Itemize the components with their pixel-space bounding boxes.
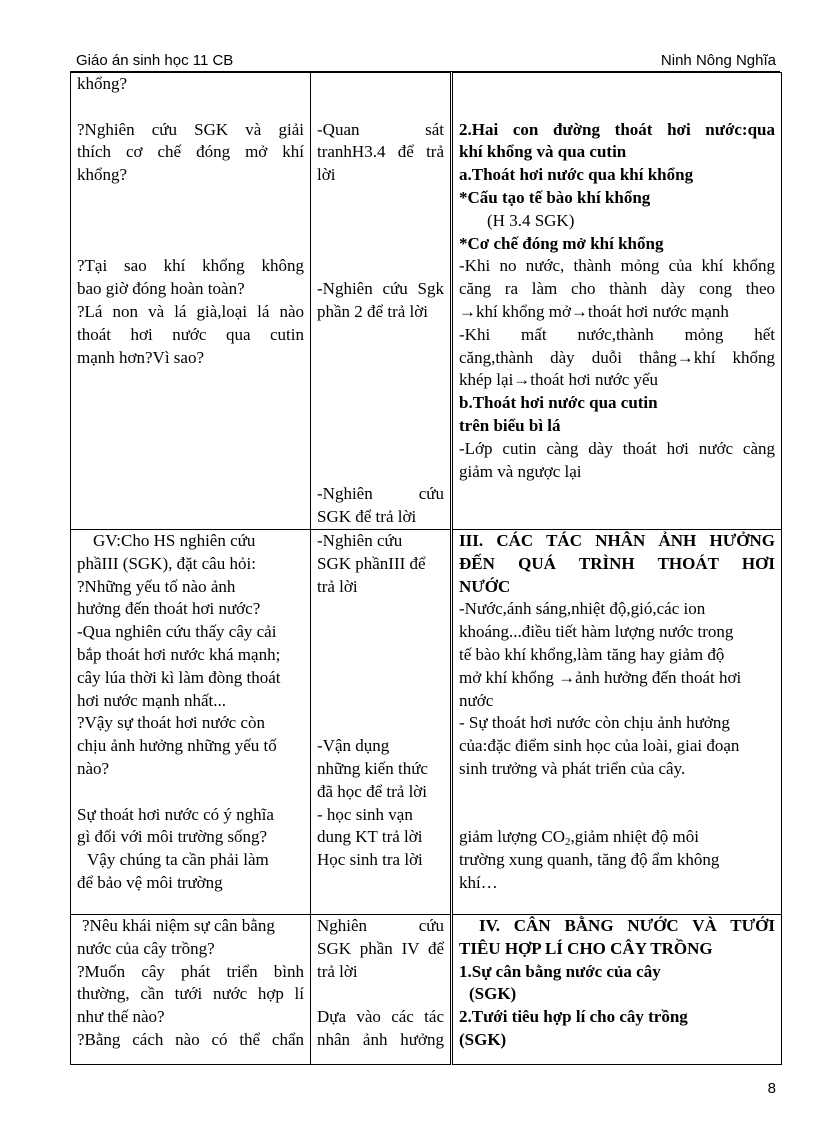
subsection-heading: a.Thoát hơi nước qua khí khổng <box>459 165 694 185</box>
text-line: mở khí khổng →ảnh hưởng đến thoát hơi <box>459 667 742 687</box>
section-heading: ĐẾN QUÁ TRÌNH THOÁT HƠI <box>459 553 775 573</box>
text-line: -Nghiên cứu Sgk <box>317 279 444 299</box>
text-line: thường, cần tưới nước hợp lí <box>77 984 304 1004</box>
text-line: ?Vậy sự thoát hơi nước còn <box>77 713 265 733</box>
text-line: -Lớp cutin càng dày thoát hơi nước càng <box>459 438 775 458</box>
text-line: nước <box>459 690 494 710</box>
text-line: ?Bằng cách nào có thể chẩn <box>77 1029 304 1049</box>
text-line: SGK phầnIII để <box>317 553 426 573</box>
text-line: để bảo vệ môi trường <box>77 872 223 892</box>
text-line: hưởng đến thoát hơi nước? <box>77 599 261 619</box>
text-line: mạnh hơn?Vì sao? <box>77 347 205 367</box>
text-line: gì đối với môi trường sống? <box>77 827 268 847</box>
text-line: (H 3.4 SGK) <box>487 210 575 230</box>
text-line: -Khi no nước, thành mỏng của khí khổng <box>459 256 775 276</box>
text-line: -Qua nghiên cứu thấy cây cải <box>77 622 277 642</box>
header-author: Ninh Nông Nghĩa <box>660 52 776 69</box>
text-line: -Vận dụng <box>317 736 390 756</box>
text-line: - học sinh vạn <box>317 804 413 824</box>
text-line: cây lúa thời kì làm đòng thoát <box>77 667 281 687</box>
text-line: thích cơ chế đóng mở khí <box>77 142 304 162</box>
text-line: phần 2 để trả lời <box>317 301 428 321</box>
text-line: dung KT trả lời <box>317 827 423 847</box>
table-row <box>71 73 782 530</box>
text-line: ?Lá non và lá già,loại lá nào <box>77 301 304 321</box>
text-line: -Quan sát <box>317 119 444 139</box>
text-line: ?Tại sao khí khổng không <box>77 256 304 276</box>
text-line: GV:Cho HS nghiên cứu <box>93 530 256 550</box>
subsection-heading: b.Thoát hơi nước qua cutin <box>459 393 658 413</box>
section-heading: NƯỚC <box>459 576 511 596</box>
teacher-activity-cell <box>71 914 311 1064</box>
text-line: tế bào khí khổng,làm tăng hay giảm độ <box>459 644 725 664</box>
text-line: Dựa vào các tác <box>317 1007 444 1027</box>
text-line: (SGK) <box>459 1029 507 1049</box>
text-line: ?Những yếu tố nào ảnh <box>77 576 236 596</box>
text-line: bắp thoát hơi nước khá mạnh; <box>77 644 281 664</box>
section-heading: IV. CÂN BẰNG NƯỚC VÀ TƯỚI <box>479 915 775 935</box>
text-line: giảm và ngược lại <box>459 461 582 481</box>
text-line: khổng? <box>77 74 128 93</box>
subsection-heading: trên biểu bì lá <box>459 415 561 435</box>
text-line: đã học để trả lời <box>317 781 428 801</box>
text-line: trả lời <box>317 961 358 981</box>
text-line: SGK để trả lời <box>317 507 417 527</box>
text-line: chịu ảnh hưởng những yếu tố <box>77 736 277 756</box>
text-line: sinh trưởng và phát triển của cây. <box>459 758 686 778</box>
table-row <box>71 914 782 1064</box>
section-heading: III. CÁC TÁC NHÂN ẢNH HƯỞNG <box>459 530 775 550</box>
text-line: ?Nêu khái niệm sự cân bằng <box>82 915 275 935</box>
text-line: khí… <box>459 872 498 892</box>
teacher-activity-cell <box>71 73 311 530</box>
text-line: -Nước,ánh sáng,nhiệt độ,gió,các ion <box>459 599 706 619</box>
text-line: lời <box>317 165 336 185</box>
text-line: →khí khổng mở→thoát hơi nước mạnh <box>459 301 729 321</box>
section-heading: TIÊU HỢP LÍ CHO CÂY TRỒNG <box>459 938 713 958</box>
lesson-table <box>70 72 782 1065</box>
text-line: căng ra làm cho thành dày cong theo <box>459 279 775 299</box>
text-line: nào? <box>77 758 110 778</box>
text-line: nhân ảnh hưởng <box>317 1029 444 1049</box>
student-activity-cell <box>311 73 452 530</box>
text-line: khổng? <box>77 165 128 185</box>
text-line: hơi nước mạnh nhất... <box>77 690 226 710</box>
text-fragment: giảm lượng CO <box>459 827 566 847</box>
subsection-heading: 1.Sự cân bằng nước của cây <box>459 961 661 981</box>
text-line: của:đặc điểm sinh học của loài, giai đoạn <box>459 736 740 756</box>
section-heading: 2.Hai con đường thoát hơi nước:qua <box>459 119 775 139</box>
text-line: trả lời <box>317 576 358 596</box>
table-row <box>71 529 782 914</box>
teacher-activity-cell <box>71 529 311 914</box>
content-cell <box>452 529 782 914</box>
text-line: nước của cây trồng? <box>77 938 215 958</box>
text-line: (SGK) <box>469 984 517 1004</box>
text-line: tranhH3.4 để trả <box>317 142 444 162</box>
student-activity-cell <box>311 529 452 914</box>
text-line: - Sự thoát hơi nước còn chịu ảnh hưởng <box>459 713 730 733</box>
header-left-title: Giáo án sinh học 11 CB <box>76 52 234 69</box>
text-line: ?Nghiên cứu SGK và giải <box>77 119 304 139</box>
text-line: -Khi mất nước,thành mỏng hết <box>459 324 775 344</box>
text-line: Học sinh tra lời <box>317 850 423 870</box>
section-heading: khí khổng và qua cutin <box>459 142 627 162</box>
subscript: 2 <box>565 836 571 849</box>
text-line: -Nghiên cứu <box>317 530 403 550</box>
text-line: trường xung quanh, tăng độ ẩm không <box>459 850 720 870</box>
text-line: khoáng...điều tiết hàm lượng nước trong <box>459 622 734 642</box>
text-line: phầIII (SGK), đặt câu hỏi: <box>77 553 256 573</box>
content-cell <box>452 73 782 530</box>
text-line: thoát hơi nước qua cutin <box>77 324 304 344</box>
text-line: SGK phần IV để <box>317 938 444 958</box>
text-line: Vậy chúng ta cần phải làm <box>87 850 269 870</box>
text-fragment: ,giảm nhiệt độ môi <box>570 827 699 847</box>
page-number: 8 <box>767 1080 776 1097</box>
subsection-heading: *Cơ chế đóng mở khí khổng <box>459 233 664 253</box>
text-line: ?Muốn cây phát triển bình <box>77 961 304 981</box>
subsection-heading: *Cấu tạo tế bào khí khổng <box>459 187 651 207</box>
text-line: những kiến thức <box>317 758 428 778</box>
text-line: -Nghiên cứu <box>317 484 444 504</box>
text-line: khép lại→thoát hơi nước yếu <box>459 370 659 390</box>
student-activity-cell <box>311 914 452 1064</box>
text-line: căng,thành dày duỗi thẳng→khí khổng <box>459 347 775 367</box>
text-line: như thế nào? <box>77 1007 165 1027</box>
subsection-heading: 2.Tưới tiêu hợp lí cho cây trồng <box>459 1007 688 1027</box>
text-line <box>459 826 775 849</box>
text-line: Nghiên cứu <box>317 915 444 935</box>
text-line: bao giờ đóng hoàn toàn? <box>77 279 245 299</box>
text-line: Sự thoát hơi nước có ý nghĩa <box>77 804 274 824</box>
content-cell <box>452 914 782 1064</box>
